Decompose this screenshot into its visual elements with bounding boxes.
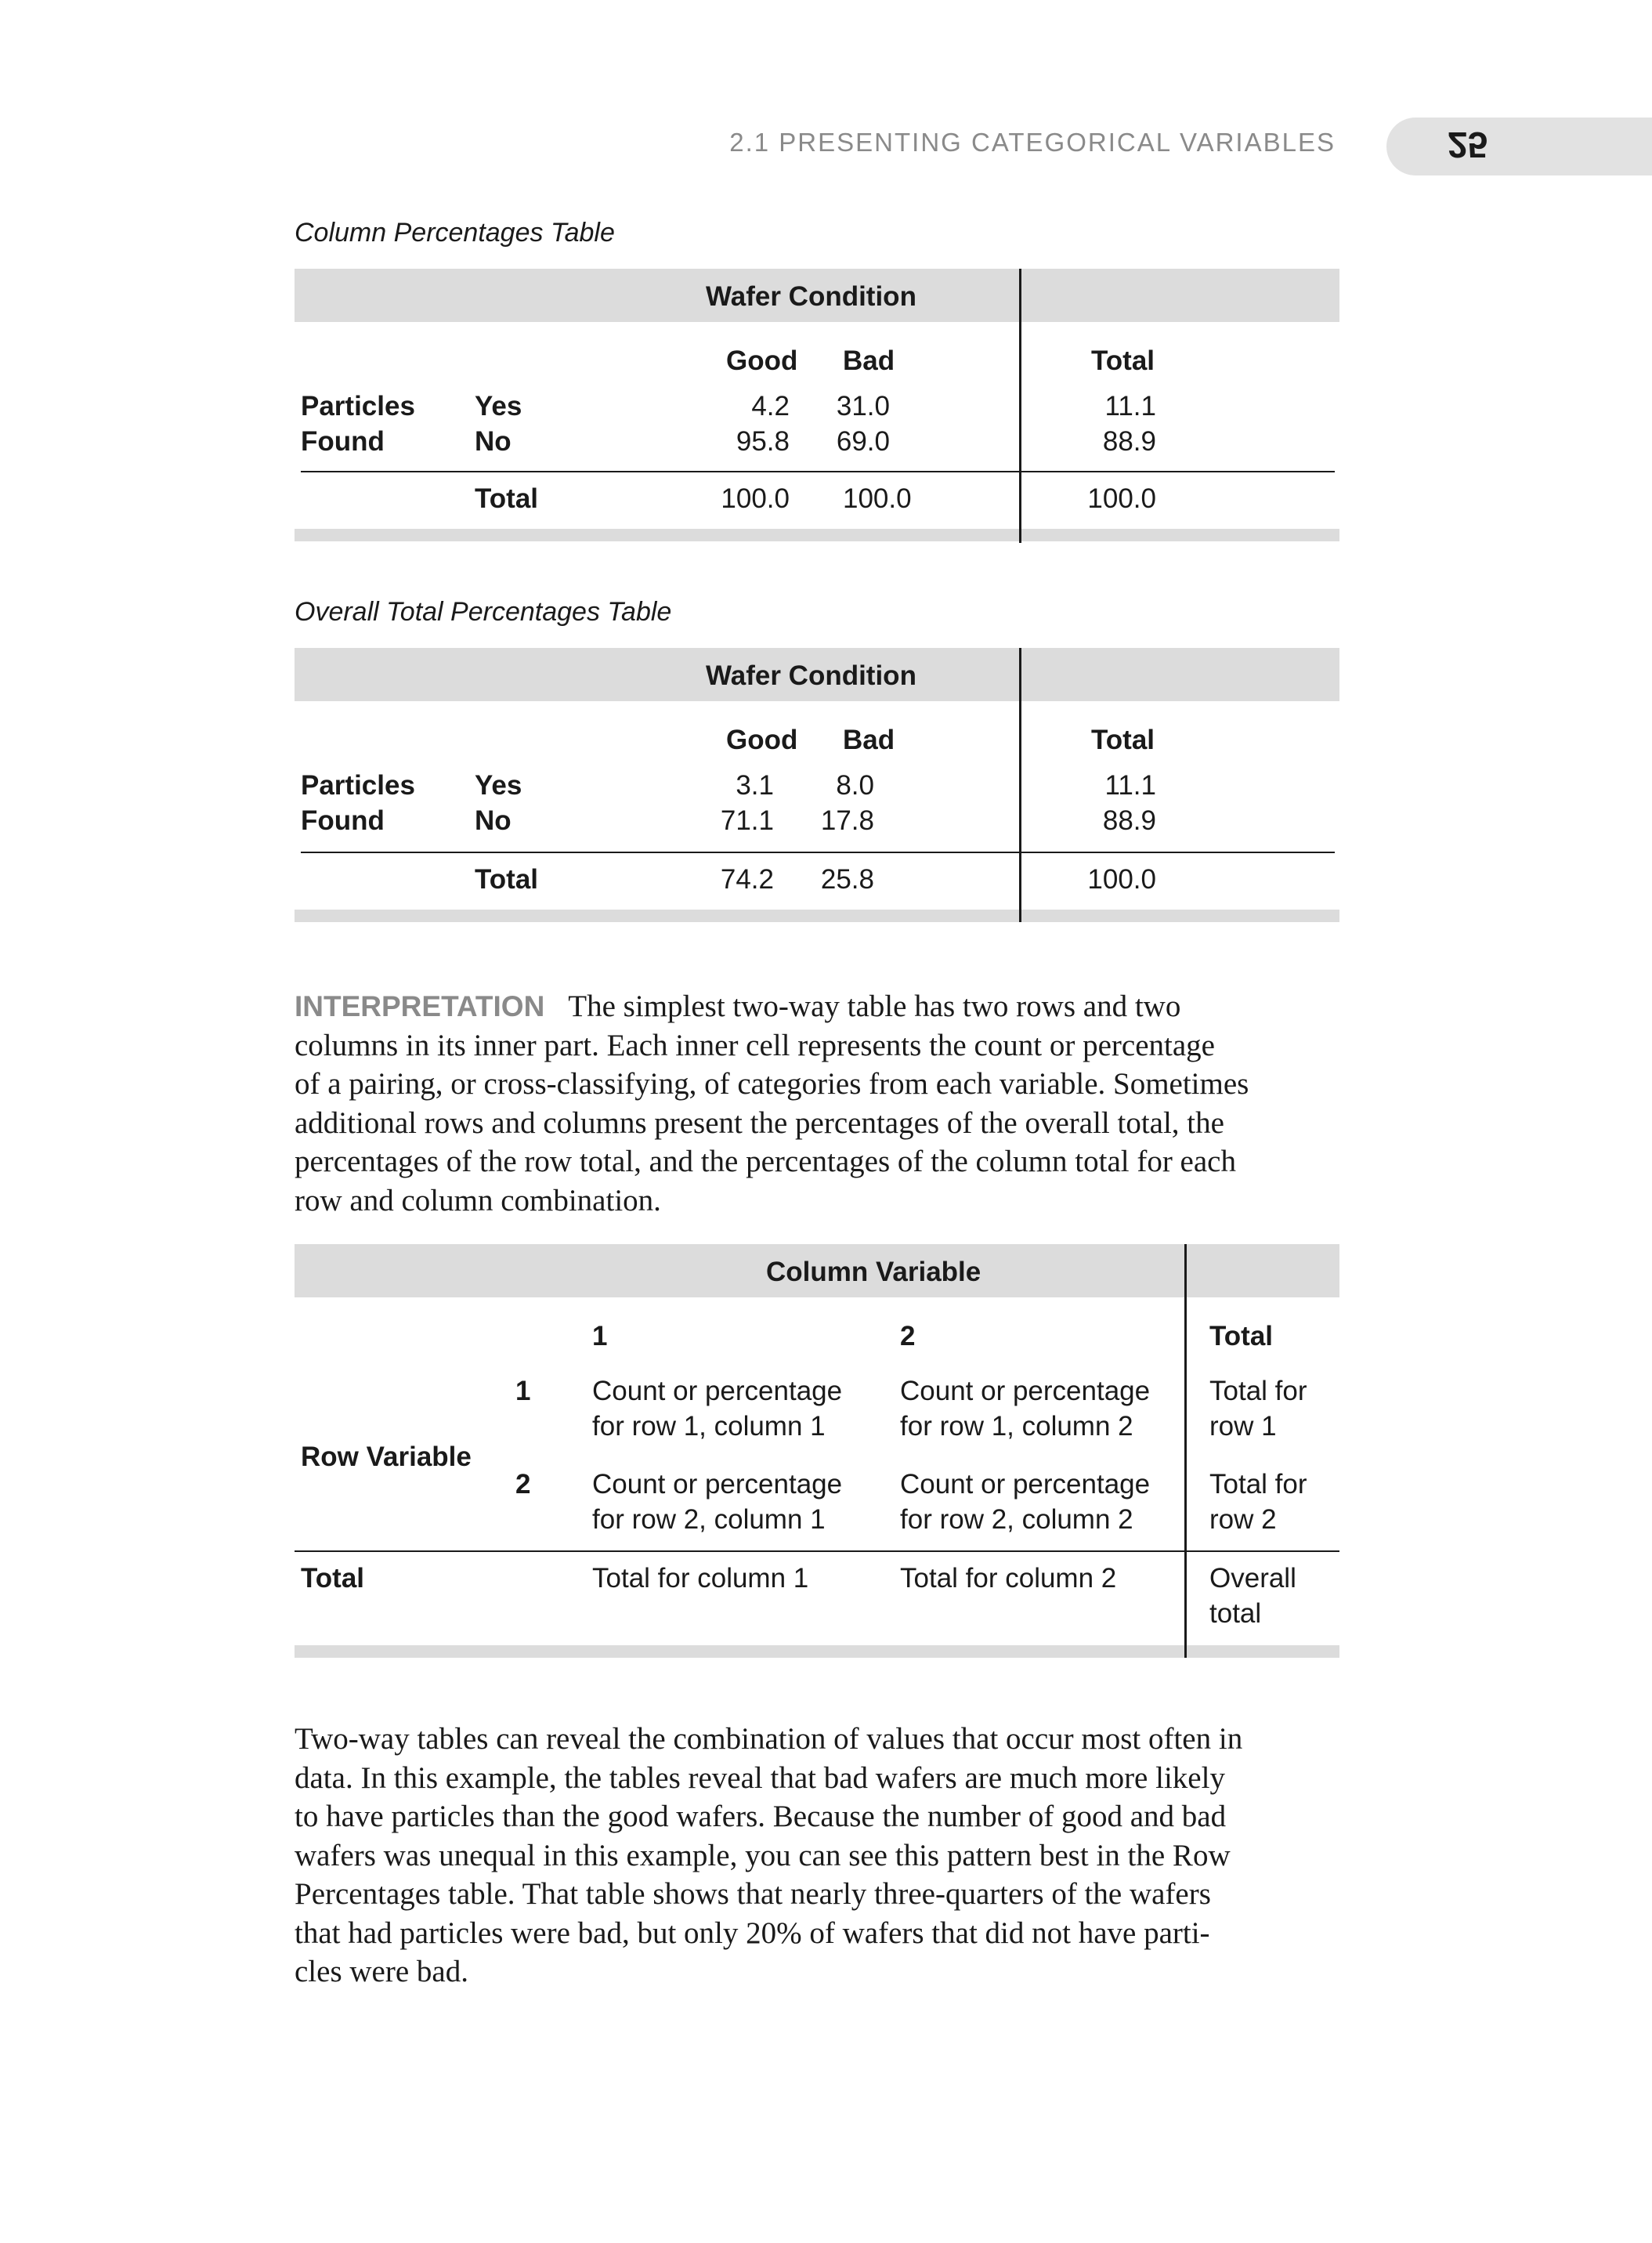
table3-col-total: Total (1209, 1321, 1274, 1351)
table1-rowgroup-label-2: Found (301, 426, 385, 457)
page-number-tab (1386, 118, 1652, 175)
closing-paragraph (295, 1720, 1339, 1992)
table3-r1c1-line2: for row 1, column 1 (592, 1411, 826, 1442)
interpretation-paragraph (295, 987, 1339, 1220)
table1-footer-band (295, 529, 1339, 541)
closing-line-7: cles were bad. (295, 1955, 468, 1988)
table3-col-1: 1 (592, 1321, 608, 1351)
table3-r2c2-line1: Count or percentage (900, 1469, 1151, 1500)
table2-col-total: Total (1091, 725, 1155, 755)
interpretation-line-5: percentages of the row total, and the percentages of the column total for each (295, 1145, 1236, 1178)
table1-divider (1019, 269, 1021, 543)
table3-total-t-line1: Overall (1209, 1563, 1296, 1594)
table3-total-c2: Total for column 2 (900, 1563, 1117, 1594)
row-variable-label: Row Variable (301, 1442, 472, 1472)
table1-total-label: Total (475, 483, 539, 514)
table2-no-total: 88.9 (1102, 805, 1156, 836)
table2-no-good: 71.1 (720, 805, 774, 836)
table2-yes-good: 3.1 (736, 770, 774, 801)
table2-row-yes-label: Yes (475, 770, 522, 801)
table1-row-no-label: No (475, 426, 512, 457)
table2-total-good: 74.2 (720, 864, 774, 895)
generic-two-way-table (295, 1244, 1339, 1659)
interpretation-lead: INTERPRETATION (295, 990, 545, 1022)
table1-no-total: 88.9 (1102, 426, 1156, 457)
table3-total-t-line2: total (1209, 1598, 1262, 1629)
table2-no-bad: 17.8 (820, 805, 874, 836)
table3-r1c2-line2: for row 1, column 2 (900, 1411, 1133, 1442)
table2-yes-total: 11.1 (1104, 770, 1156, 801)
table3-r2c1-line2: for row 2, column 1 (592, 1504, 826, 1535)
table3-r2c1-line1: Count or percentage (592, 1469, 843, 1500)
table3-r1t-line2: row 1 (1209, 1411, 1277, 1442)
table3-row-1-label: 1 (515, 1376, 531, 1406)
table1-no-bad: 69.0 (836, 426, 890, 457)
table1-total-good: 100.0 (721, 483, 790, 514)
table3-divider (1184, 1244, 1187, 1658)
closing-line-1: Two-way tables can reveal the combination of values that occur most often in (295, 1722, 1243, 1756)
table1-group-header: Wafer Condition (706, 281, 916, 312)
table2-total-label: Total (475, 864, 539, 895)
running-header: 2.1 PRESENTING CATEGORICAL VARIABLES (729, 128, 1336, 157)
page-number: 25 (1448, 125, 1488, 165)
column-percentages-table (295, 269, 1339, 543)
table1-yes-total: 11.1 (1104, 391, 1156, 421)
interpretation-line-6: row and column combination. (295, 1183, 661, 1217)
table2-caption: Overall Total Percentages Table (295, 597, 672, 627)
interpretation-line-1-text: The simplest two-way table has two rows and two (568, 989, 1181, 1023)
closing-line-2: data. In this example, the tables reveal that bad wafers are much more likely (295, 1760, 1225, 1795)
table3-group-header: Column Variable (766, 1257, 981, 1287)
table3-r2t-line2: row 2 (1209, 1504, 1277, 1535)
table1-row-yes-label: Yes (475, 391, 522, 421)
table2-divider (1019, 648, 1021, 922)
table3-footer-band (295, 1645, 1339, 1658)
table2-group-header: Wafer Condition (706, 660, 916, 691)
table1-yes-bad: 31.0 (836, 391, 890, 421)
table2-col-good: Good (726, 725, 798, 755)
table1-total-total: 100.0 (1087, 483, 1156, 514)
interpretation-line-2: columns in its inner part. Each inner cell represents the count or percentage (295, 1028, 1215, 1062)
table2-rowgroup-label-2: Found (301, 805, 385, 836)
table3-col-2: 2 (900, 1321, 916, 1351)
table3-r2c2-line2: for row 2, column 2 (900, 1504, 1133, 1535)
interpretation-line-1 (295, 987, 1339, 1026)
closing-line-5: Percentages table. That table shows that nearly three-quarters of the wafers (295, 1877, 1211, 1911)
table1-col-bad: Bad (843, 345, 895, 376)
table3-rule (295, 1550, 1339, 1552)
closing-line-3: to have particles than the good wafers. Because the number of good and bad (295, 1800, 1227, 1833)
table2-row-no-label: No (475, 805, 512, 836)
table2-rowgroup-label-1: Particles (301, 770, 415, 801)
table2-total-bad: 25.8 (820, 864, 874, 895)
table1-yes-good: 4.2 (751, 391, 790, 421)
overall-total-percentages-table (295, 648, 1339, 922)
interpretation-line-3: of a pairing, or cross-classifying, of categories from each variable. Sometimes (295, 1067, 1249, 1101)
table3-total-label: Total (301, 1563, 365, 1594)
closing-line-4: wafers was unequal in this example, you can see this pattern best in the Row (295, 1838, 1231, 1872)
table2-col-bad: Bad (843, 725, 895, 755)
table2-rule (301, 852, 1335, 853)
table2-total-total: 100.0 (1087, 864, 1156, 895)
table3-total-c1: Total for column 1 (592, 1563, 809, 1594)
interpretation-line-4: additional rows and columns present the percentages of the overall total, the (295, 1105, 1224, 1140)
table1-col-good: Good (726, 345, 798, 376)
table1-no-good: 95.8 (736, 426, 790, 457)
table3-r1t-line1: Total for (1209, 1376, 1307, 1406)
table1-caption: Column Percentages Table (295, 218, 615, 248)
table2-footer-band (295, 910, 1339, 922)
table3-r2t-line1: Total for (1209, 1469, 1307, 1500)
table3-r1c1-line1: Count or percentage (592, 1376, 843, 1406)
table3-r1c2-line1: Count or percentage (900, 1376, 1151, 1406)
table2-yes-bad: 8.0 (836, 770, 874, 801)
table1-total-bad: 100.0 (843, 483, 912, 514)
table3-row-2-label: 2 (515, 1469, 531, 1500)
table1-rule (301, 471, 1335, 472)
table1-rowgroup-label-1: Particles (301, 391, 415, 421)
table1-col-total: Total (1091, 345, 1155, 376)
closing-line-6: that had particles were bad, but only 20% of wafers that did not have parti- (295, 1916, 1210, 1950)
